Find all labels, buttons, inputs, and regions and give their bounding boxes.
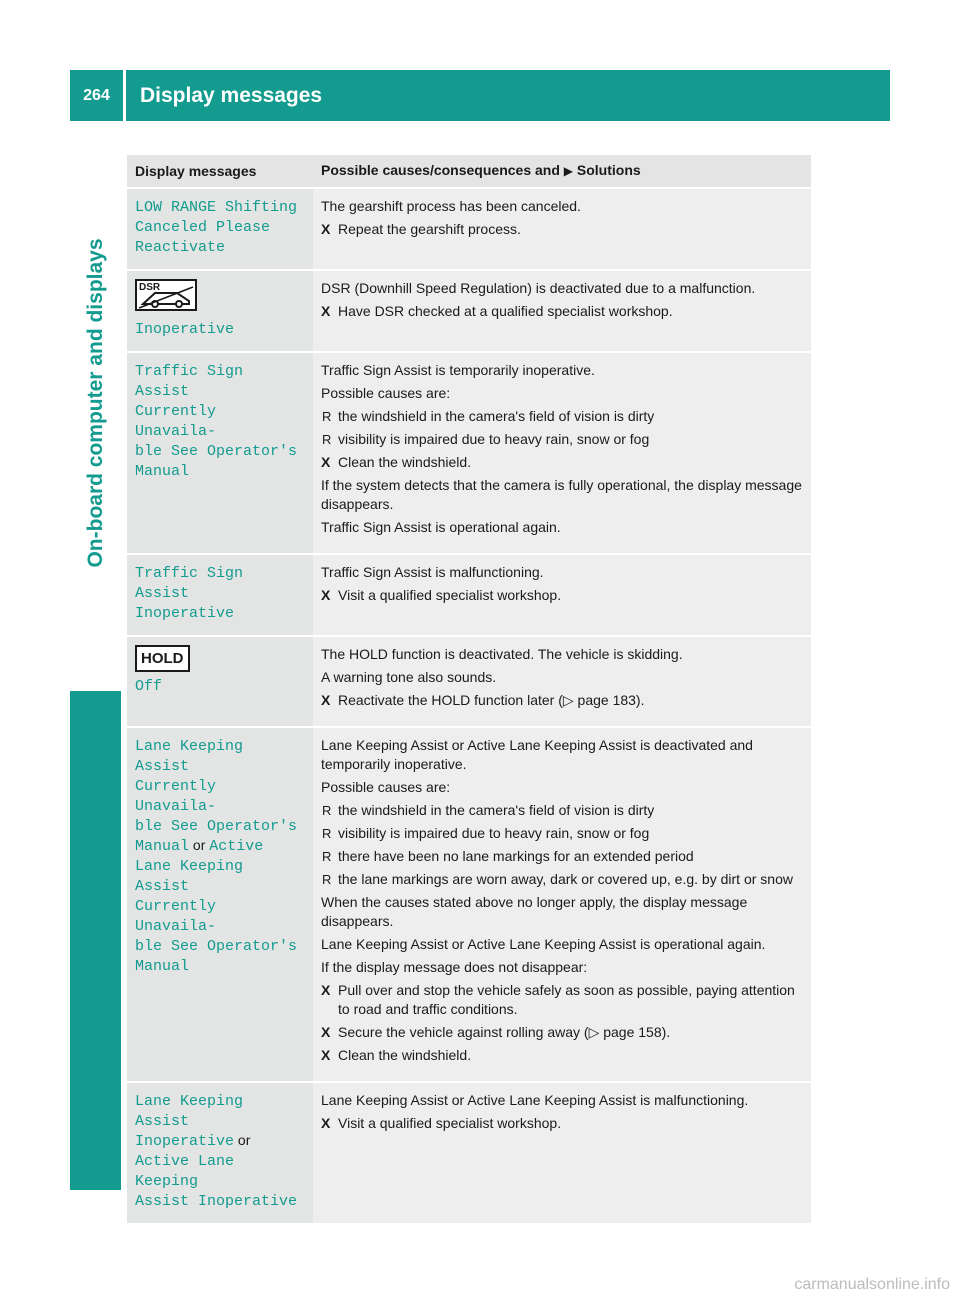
solution-text: Possible causes are: [321,385,451,401]
col-header-prefix: Possible causes/consequences and [321,162,560,178]
display-message-text: Traffic Sign Assist [135,363,244,400]
action-step [321,586,803,605]
solution-cell [313,1082,811,1224]
display-message-text: LOW RANGE Shifting [135,199,298,216]
dsr-icon-text: DSR [139,282,161,293]
cause-bullet [321,801,803,820]
display-message-cell [127,636,313,727]
step-arrow-icon: X [321,982,331,998]
display-message-text: Lane Keeping Assist [135,858,244,895]
bullet-icon: R [322,432,332,447]
bullet-icon: R [322,826,332,841]
page-number: 264 [70,70,126,121]
display-message-text: Currently Unavaila‐ [135,898,217,935]
solution-text: The HOLD function is deactivated. The vehicle is skidding. [321,646,683,662]
solution-text: the windshield in the camera's field of vision is dirty [338,802,655,818]
display-message-text: Reactivate [135,239,226,256]
action-step [321,220,803,239]
solution-text: Lane Keeping Assist or Active Lane Keeping Assist is operational again. [321,936,766,952]
action-step [321,1023,803,1042]
footer-watermark: carmanualsonline.info [794,1276,950,1293]
table-row [127,554,811,636]
solution-text: DSR (Downhill Speed Regulation) is deactivated due to a malfunction. [321,280,756,296]
step-arrow-icon: X [321,587,331,603]
solution-cell [313,554,811,636]
table-row [127,727,811,1082]
display-message-text: Inoperative [135,321,235,338]
solution-text: Visit a qualified specialist workshop. [338,1115,562,1131]
table-row [127,270,811,352]
side-section-label: On-board computer and displays [76,232,114,573]
display-message-text: Manual [135,463,190,480]
step-arrow-icon: X [321,303,331,319]
display-message-text: Lane Keeping Assist [135,1093,244,1130]
solution-text: the windshield in the camera's field of vision is dirty [338,408,655,424]
display-message-text: Inoperative [135,605,235,622]
display-message-cell [127,188,313,270]
action-step [321,691,803,710]
solution-text: If the display message does not disappear: [321,959,588,975]
solution-text: Traffic Sign Assist is temporarily inoperative. [321,362,595,378]
display-message-text: ble See Operator's [135,938,298,955]
page-title: Display messages [140,83,323,107]
action-step [321,1046,803,1065]
cause-bullet [321,430,803,449]
display-message-text: Active Lane Keeping [135,1153,235,1190]
display-message-text: Inoperative [135,1133,235,1150]
step-arrow-icon: X [321,221,331,237]
display-message-text: Canceled Please [135,219,271,236]
cause-bullet [321,870,803,889]
solution-text: visibility is impaired due to heavy rain, snow or fog [338,825,650,841]
bullet-icon: R [322,409,332,424]
table-header-row [127,155,811,188]
solution-text: When the causes stated above no longer apply, the display message disappears. [321,894,748,929]
table-row [127,188,811,270]
solution-text: Lane Keeping Assist or Active Lane Keeping Assist is malfunctioning. [321,1092,749,1108]
solution-cell [313,727,811,1082]
solution-text: A warning tone also sounds. [321,669,497,685]
step-arrow-icon: X [321,1047,331,1063]
solution-text: Have DSR checked at a qualified specialist workshop. [338,303,673,319]
action-step [321,981,803,1019]
action-step [321,453,803,472]
or-connector: or [234,1132,251,1148]
solution-text: Traffic Sign Assist is malfunctioning. [321,564,544,580]
solution-text: Possible causes are: [321,779,451,795]
dsr-icon [135,279,305,316]
solution-cell [313,188,811,270]
display-message-cell [127,554,313,636]
display-message-text: Active [209,838,264,855]
step-arrow-icon: X [321,1115,331,1131]
action-step [321,1114,803,1133]
display-message-cell [127,270,313,352]
step-arrow-icon: X [321,692,331,708]
solution-cell [313,270,811,352]
col-header-suffix: Solutions [576,162,641,178]
bullet-icon: R [322,803,332,818]
step-arrow-icon: X [321,454,331,470]
col-header-messages: Display messages [127,155,313,188]
table-row [127,636,811,727]
display-message-text: Assist Inoperative [135,1193,298,1210]
solution-text: Visit a qualified specialist workshop. [338,587,562,603]
display-message-text: Lane Keeping Assist [135,738,244,775]
display-message-cell [127,1082,313,1224]
solution-text: visibility is impaired due to heavy rain, snow or fog [338,431,650,447]
solution-text: Pull over and stop the vehicle safely as soon as possible, paying attention to road and traffic conditions. [338,982,795,1017]
cause-bullet [321,824,803,843]
step-arrow-icon: X [321,1024,331,1040]
cause-bullet [321,407,803,426]
solution-text: Reactivate the HOLD function later (▷ page 183). [338,692,645,708]
solution-text: Secure the vehicle against rolling away (▷ page 158). [338,1024,671,1040]
arrow-icon: ▶ [563,164,574,178]
solution-text: The gearshift process has been canceled. [321,198,581,214]
hold-icon: HOLD [135,645,190,672]
display-message-text: Currently Unavaila‐ [135,778,217,815]
solution-text: If the system detects that the camera is fully operational, the display message disappears. [321,477,802,512]
solution-text: the lane markings are worn away, dark or covered up, e.g. by dirt or snow [338,871,793,887]
cause-bullet [321,847,803,866]
display-message-cell [127,727,313,1082]
solution-text: there have been no lane markings for an extended period [338,848,694,864]
solution-text: Repeat the gearshift process. [338,221,521,237]
action-step [321,302,803,321]
header-bar [70,70,890,121]
solution-text: Traffic Sign Assist is operational again. [321,519,561,535]
display-message-text: Traffic Sign Assist [135,565,244,602]
or-connector: or [189,837,210,853]
solution-text: Clean the windshield. [338,454,472,470]
bullet-icon: R [322,872,332,887]
display-message-text: ble See Operator's [135,818,298,835]
display-message-text: Manual [135,838,190,855]
col-header-solutions [313,155,811,188]
display-message-text: ble See Operator's [135,443,298,460]
display-message-text: Currently Unavaila‐ [135,403,217,440]
solution-text: Clean the windshield. [338,1047,472,1063]
display-message-cell [127,352,313,554]
bullet-icon: R [322,849,332,864]
solution-text: Lane Keeping Assist or Active Lane Keeping Assist is deactivated and temporarily inoperative. [321,737,753,772]
table-row [127,352,811,554]
display-message-text: Off [135,678,163,695]
table-row [127,1082,811,1224]
display-message-text: Manual [135,958,190,975]
display-messages-table [127,155,811,1225]
solution-cell [313,352,811,554]
solution-cell [313,636,811,727]
